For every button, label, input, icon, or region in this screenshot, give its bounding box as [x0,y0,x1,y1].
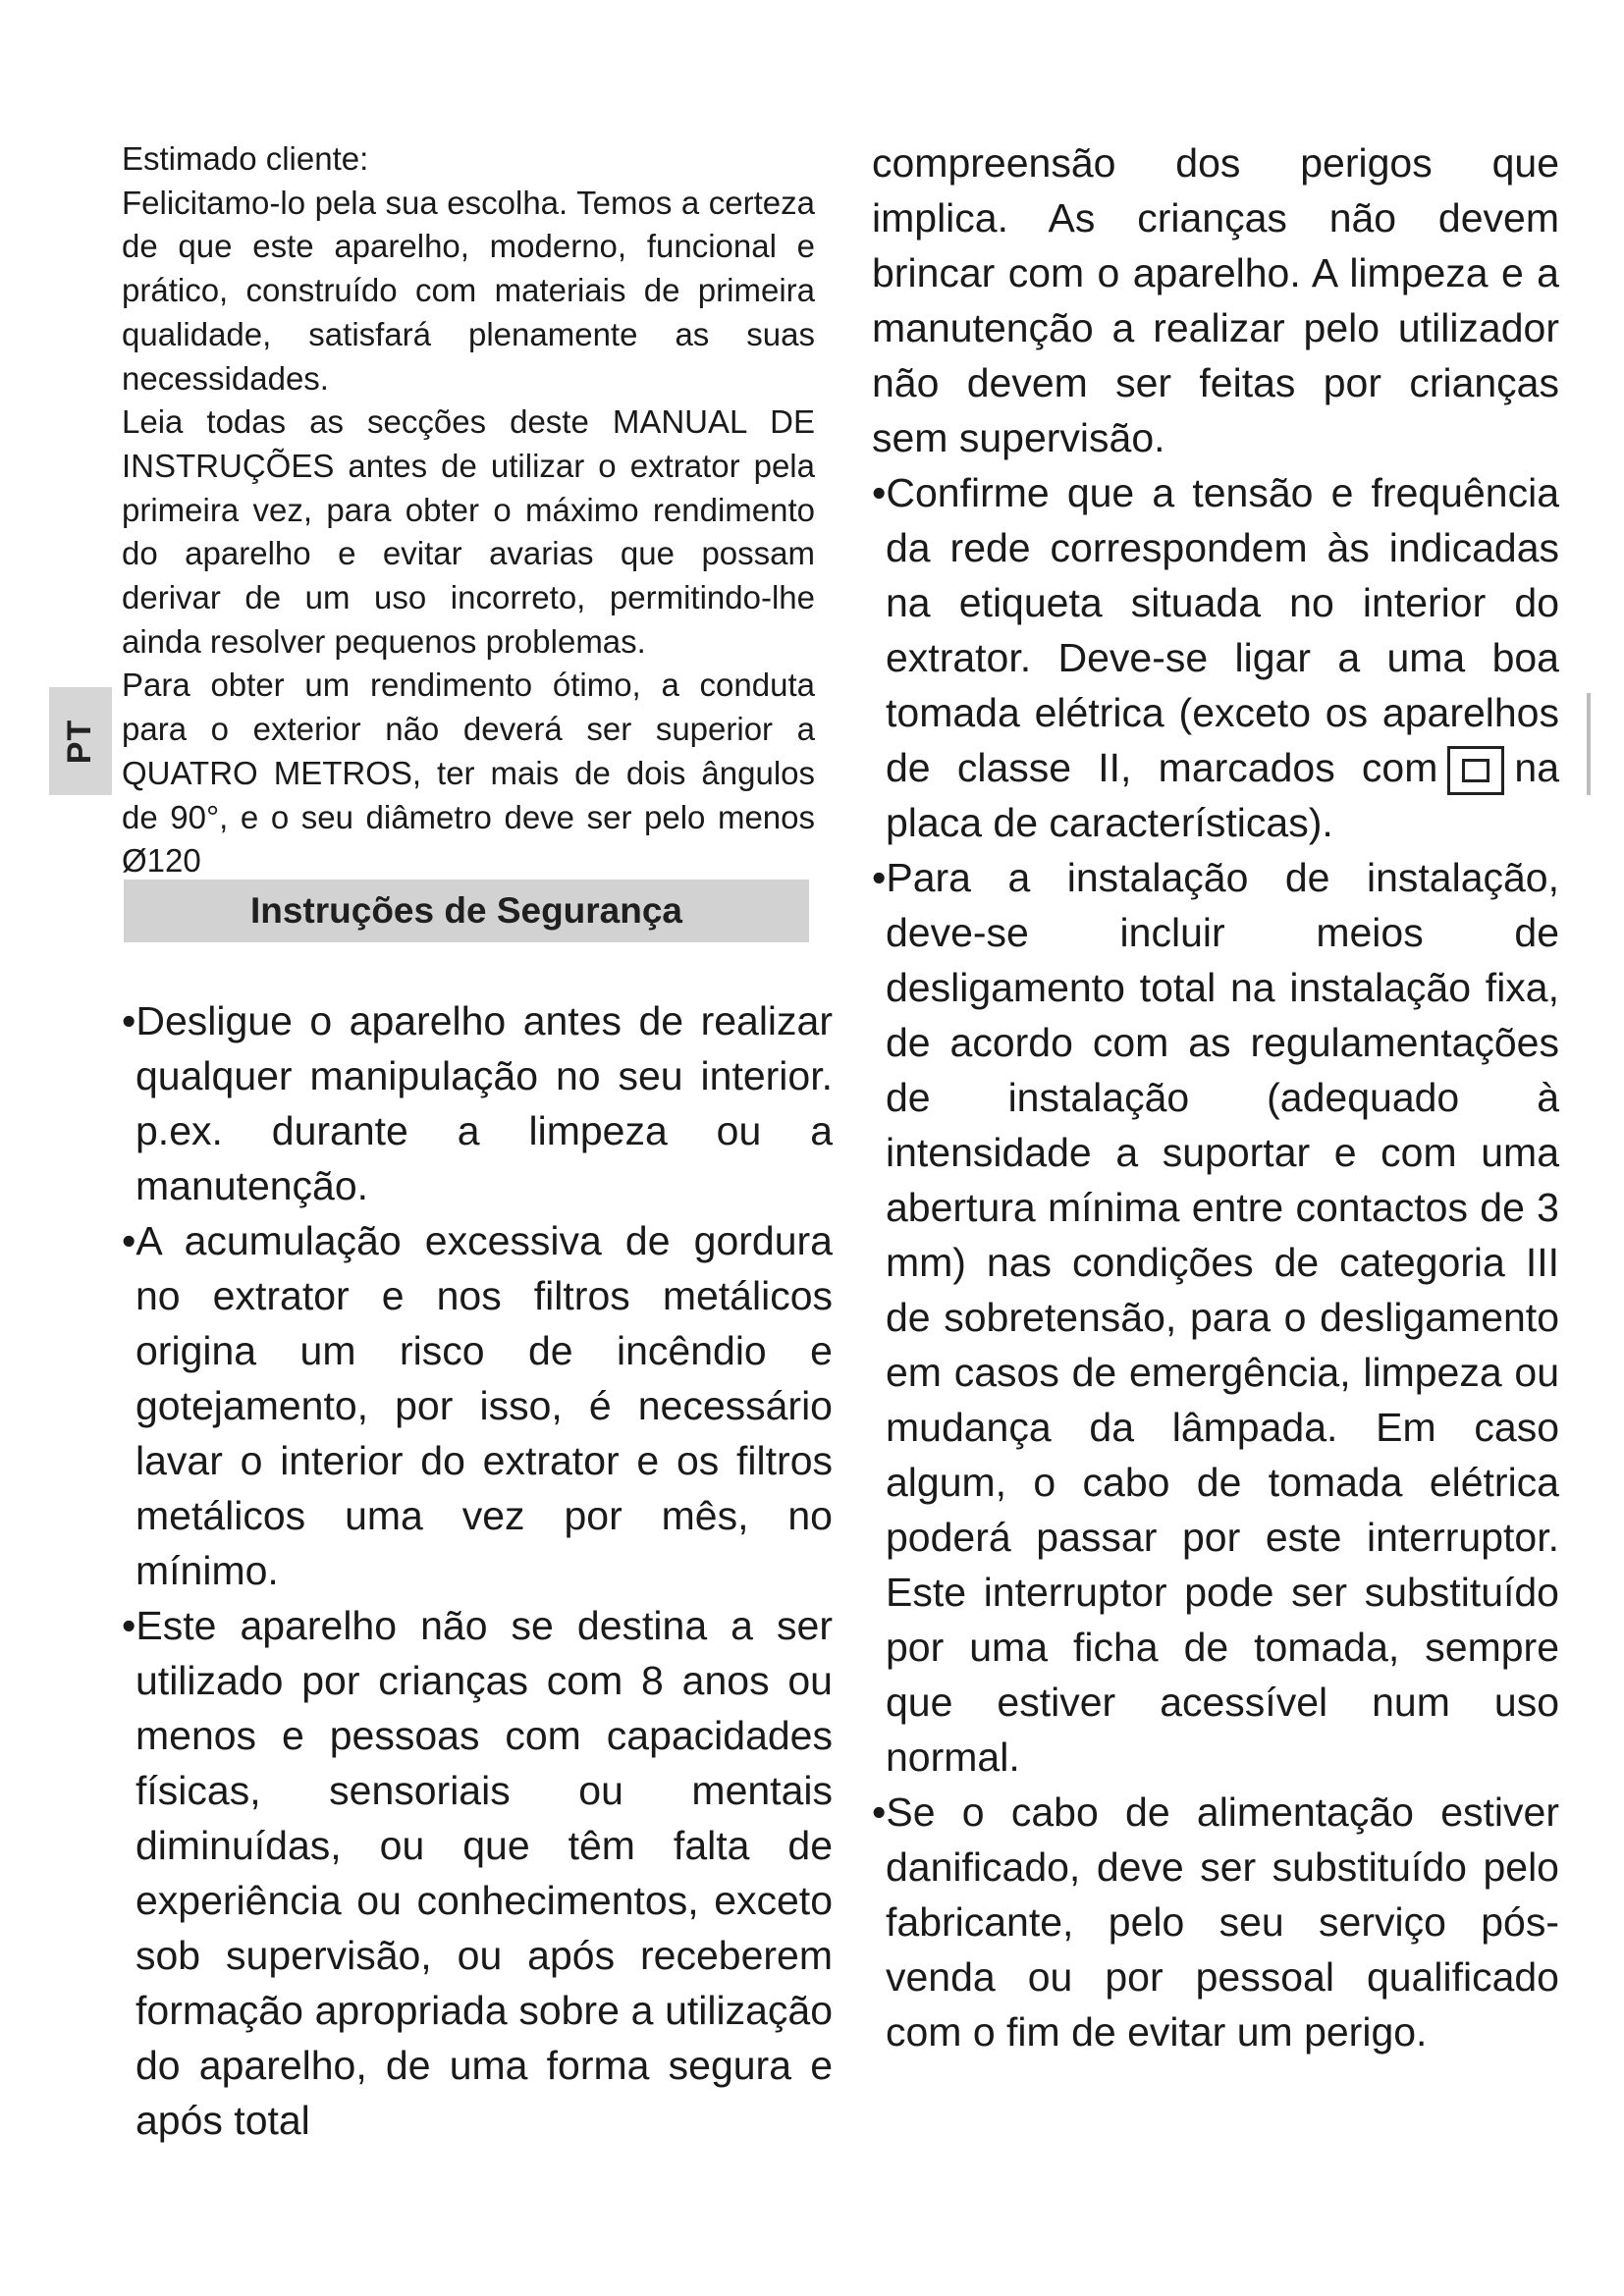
voltage-text-before: •Confirme que a tensão e frequência da rede correspondem às indicadas na etiqueta situada no interior do extrator. Deve-se ligar a uma boa tomada elétrica (exceto os aparelhos de classe II, marcados com [872,470,1559,790]
page-edge-marker [1587,693,1591,795]
intro-greeting: Estimado cliente: [122,140,369,177]
voltage-text-after: na placa de características). [886,745,1559,846]
class-ii-double-square-icon [1447,746,1504,795]
safety-list-left [122,993,833,2148]
language-tab-label: PT [61,719,99,764]
safety-item-voltage [872,465,1559,850]
language-tab [49,687,112,795]
safety-item: •A acumulação excessiva de gordura no extrator e nos filtros metálicos origina um risco de incêndio e gotejamento, por isso, é necessário lavar o interior do extrator e os filtros metálicos uma vez por mês, no mínimo. [122,1218,833,1593]
intro-paragraph-2: Leia todas as secções deste MANUAL DE INSTRUÇÕES antes de utilizar o extrator pela primeira vez, para obter o máximo rendimento do aparelho e evitar avarias que possam derivar de um uso incorreto, permitindo-lhe ainda resolver pequenos problemas. [122,403,815,660]
safety-item: •Este aparelho não se destina a ser utilizado por crianças com 8 anos ou menos e pessoas com capacidades físicas, sensoriais ou mentais diminuídas, ou que têm falta de experiência ou conhecimentos, exceto sob supervisão, ou após receberem formação apropriada sobre a utilização do aparelho, de uma forma segura e após total [122,1603,833,2143]
intro-paragraph-3: Para obter um rendimento ótimo, a conduta para o exterior não deverá ser superior a QUATRO METROS, ter mais de dois ângulos de 90°, e o seu diâmetro deve ser pelo menos Ø120 [122,667,815,880]
safety-list-right [872,135,1559,2059]
intro-paragraph-1: Felicitamo-lo pela sua escolha. Temos a certeza de que este aparelho, moderno, funcional e prático, construído com materiais de primeira qualidade, satisfará plenamente as suas necessidades. [122,184,815,397]
safety-item-continuation: compreensão dos perigos que implica. As crianças não devem brincar com o aparelho. A limpeza e a manutenção a realizar pelo utilizador não devem ser feitas por crianças sem supervisão. [872,140,1559,460]
section-heading: Instruções de Segurança [124,880,809,942]
intro-section [122,137,815,883]
safety-item-cable: •Se o cabo de alimentação estiver danificado, deve ser substituído pelo fabricante, pelo seu serviço pós-venda ou por pessoal qualificado com o fim de evitar um perigo. [872,1789,1559,2056]
safety-item-disconnect: •Para a instalação de instalação, deve-se incluir meios de desligamento total na instalação fixa, de acordo com as regulamentações de instalação (adequado à intensidade a suportar e com uma abertura mínima entre contactos de 3 mm) nas condições de categoria III de sobretensão, para o desligamento em casos de emergência, limpeza ou mudança da lâmpada. Em caso algum, o cabo de tomada elétrica poderá passar por este interruptor. Este interruptor pode ser substituído por uma ficha de tomada, sempre que estiver acessível num uso normal. [872,855,1559,1781]
safety-item: •Desligue o aparelho antes de realizar qualquer manipulação no seu interior. p.ex. durante a limpeza ou a manutenção. [122,998,833,1208]
